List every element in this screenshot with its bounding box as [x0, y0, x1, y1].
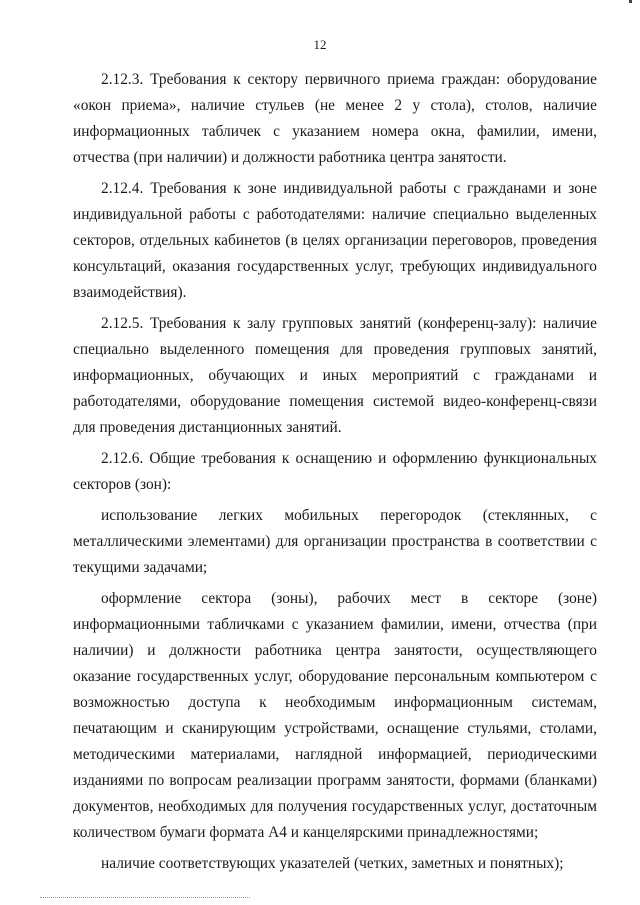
list-item-partitions: использование легких мобильных перегородок (стеклянных, с металлическими элементами) для организации пространства в соответствии с текущими задачами;: [73, 507, 597, 576]
scan-edge-mark: [629, 0, 632, 3]
document-body: [73, 67, 597, 882]
paragraph-2-12-6: 2.12.6. Общие требования к оснащению и оформлению функциональных секторов (зон):: [73, 450, 597, 493]
list-item-signage: наличие соответствующих указателей (четких, заметных и понятных);: [101, 855, 564, 872]
paragraph-2-12-3: 2.12.3. Требования к сектору первичного приема граждан: оборудование «окон приема», наличие стульев (не менее 2 у стола), столов, наличие информационных табличек с указанием номера окна, фамилии, имени, отчества (при наличии) и должности работника центра занятости.: [73, 71, 597, 166]
paragraph-2-12-5: 2.12.5. Требования к залу групповых занятий (конференц-залу): наличие специально выделенного помещения для проведения групповых занятий, информационных, обучающих и иных мероприятий с гражданами и работодателями, оборудование помещения системой видео-конференц-связи для проведения дистанционных занятий.: [73, 315, 597, 436]
paragraph-2-12-4: 2.12.4. Требования к зоне индивидуальной работы с гражданами и зоне индивидуальной работы с работодателями: наличие специально выделенных секторов, отдельных кабинетов (в целях организации переговоров, проведения консультаций, оказания государственных услуг, требующих индивидуального взаимодействия).: [73, 180, 597, 301]
list-item-sector-design: оформление сектора (зоны), рабочих мест в секторе (зоне) информационными табличками с указанием фамилии, имени, отчества (при наличии) и должности работника центра занятости, осуществляющего оказание государственных услуг, оборудование персональным компьютером с возможностью доступа к необходимым информационным системам, печатающим и сканирующим устройствами, оснащение стульями, столами, методическими материалами, наглядной информацией, периодическими изданиями по вопросам реализации программ занятости, формами (бланками) документов, необходимых для получения государственных услуг, достаточным количеством бумаги формата А4 и канцелярскими принадлежностями;: [73, 590, 597, 841]
footer-dotted-rule: [40, 897, 250, 898]
page-number: 12: [313, 37, 327, 52]
